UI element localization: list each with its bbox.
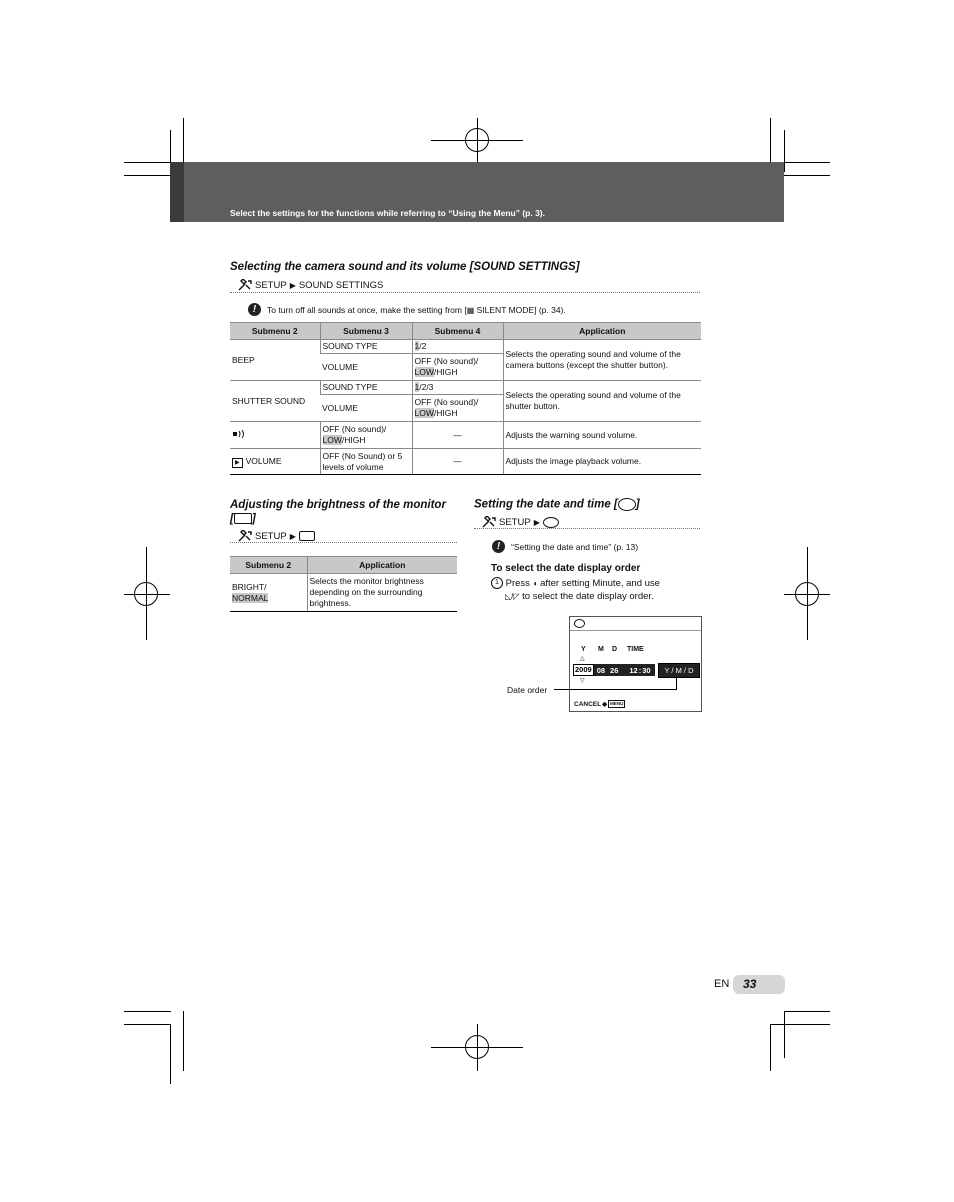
silent-mode-icon: ▦: [466, 305, 475, 315]
monitor-brightness-icon: [234, 513, 252, 524]
sound-settings-table: [230, 322, 701, 475]
playback-icon: ▶: [232, 458, 243, 468]
breadcrumb-setup: SETUP: [255, 279, 287, 291]
table-row: VOLUME OFF (No sound)/ LOW/HIGH: [230, 395, 701, 422]
clock-icon: [574, 619, 585, 628]
clock-icon: [543, 517, 559, 528]
table-header-row: Submenu 2 Submenu 3 Submenu 4 Application: [230, 323, 701, 340]
table-row: BEEP SOUND TYPE 1/2 Selects the operating sound and volume of the camera buttons (except the shutter button).: [230, 340, 701, 354]
monitor-table: [230, 556, 457, 612]
screen-field-labels: Y M D TIME: [581, 646, 644, 653]
screen-header: [570, 617, 701, 631]
setup-tools-icon: [482, 516, 496, 528]
callout-line: [676, 676, 677, 689]
callout-line: [554, 689, 677, 690]
header-band-accent: [170, 162, 184, 222]
date-breadcrumb: SETUP ▶: [482, 516, 559, 528]
date-order-callout: Date order: [507, 685, 548, 695]
table-row: SHUTTER SOUND SOUND TYPE 1/2/3 Selects the operating sound and volume of the shutter button.: [230, 381, 701, 395]
triangle-right-icon: ▶: [289, 531, 296, 541]
setup-tools-icon: [238, 279, 252, 291]
up-down-arrow-icon: ◺/◸: [505, 592, 520, 601]
sound-section-title: Selecting the camera sound and its volume [SOUND SETTINGS]: [230, 261, 580, 273]
monitor-breadcrumb: SETUP ▶: [238, 530, 315, 542]
divider: [474, 528, 700, 529]
language-code: EN: [714, 978, 730, 990]
note-text-post: SILENT MODE] (p. 34).: [474, 304, 566, 315]
monitor-section-title: Adjusting the brightness of the monitor [ ]: [230, 499, 446, 525]
divider: [230, 542, 457, 543]
screen-date-row: 2009 08 26 12 : 30: [573, 664, 655, 676]
date-order-field: Y / M / D: [658, 663, 700, 678]
date-order-step: 1 Press ◖ after setting Minute, and use ◺/◸ to select the date display order.: [491, 577, 706, 603]
table-header-row: Submenu 2 Application: [230, 557, 457, 574]
right-arrow-button-icon: ◖: [532, 579, 538, 588]
table-row: OFF (No sound)/ LOW/HIGH — Adjusts the warning sound volume.: [230, 422, 701, 449]
header-instruction: Select the settings for the functions while referring to “Using the Menu” (p. 3).: [230, 208, 545, 218]
screen-cancel-hint: CANCEL ◆ MENU: [574, 700, 624, 708]
down-arrow-icon: ▽: [580, 678, 585, 684]
clock-icon: [618, 498, 636, 511]
divider: [230, 292, 700, 293]
setup-tools-icon: [238, 530, 252, 542]
table-row: ▶ VOLUME OFF (No Sound) or 5 levels of volume — Adjusts the image playback volume.: [230, 449, 701, 475]
menu-button-icon: MENU: [610, 701, 624, 706]
caution-icon: !: [492, 540, 505, 553]
submenu-shutter-sound: SHUTTER SOUND: [230, 381, 320, 422]
note-text-pre: To turn off all sounds at once, make the setting from [: [267, 304, 467, 315]
up-arrow-icon: △: [580, 656, 585, 662]
date-order-subhead: To select the date display order: [491, 563, 641, 574]
page-number: 33: [733, 975, 785, 994]
table-row: BRIGHT/ NORMAL Selects the monitor brightness depending on the surrounding brightness.: [230, 574, 457, 612]
sound-note: [248, 303, 566, 316]
table-row: VOLUME OFF (No sound)/ LOW/HIGH: [230, 354, 701, 381]
caution-icon: !: [248, 303, 261, 316]
breadcrumb-target: SOUND SETTINGS: [298, 279, 384, 291]
sound-breadcrumb: [238, 279, 383, 291]
warning-sound-icon: [230, 422, 320, 449]
step-number-icon: 1: [491, 577, 503, 589]
date-section-title: Setting the date and time [ ]: [474, 498, 640, 511]
date-note: ! “Setting the date and time” (p. 13): [492, 540, 638, 553]
triangle-right-icon: ▶: [289, 280, 296, 290]
header-band: [170, 162, 784, 222]
camera-screen-illustration: [569, 616, 702, 712]
triangle-right-icon: ▶: [533, 517, 540, 527]
monitor-brightness-icon: [299, 531, 315, 541]
submenu-beep: BEEP: [230, 340, 320, 381]
